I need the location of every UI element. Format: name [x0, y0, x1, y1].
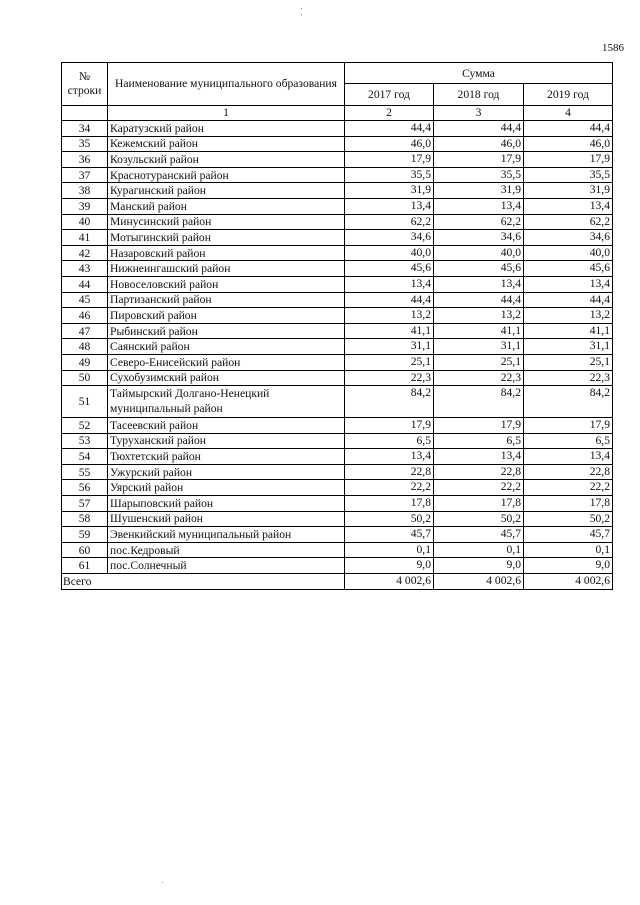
row-number: 50 [62, 370, 108, 386]
row-value-2017: 44,4 [345, 121, 434, 137]
table-row [62, 245, 613, 261]
header-year-2017: 2017 год [345, 84, 434, 106]
row-value-2017: 13,2 [345, 308, 434, 324]
row-value-2019: 17,9 [524, 418, 613, 434]
row-value-2018: 31,9 [434, 183, 524, 199]
row-value-2017: 17,9 [345, 418, 434, 434]
table-row [62, 214, 613, 230]
row-name: Ужурский район [108, 464, 345, 480]
row-value-2017: 17,8 [345, 496, 434, 512]
row-name: Нижнеингашский район [108, 261, 345, 277]
row-value-2018: 13,4 [434, 276, 524, 292]
row-number: 57 [62, 496, 108, 512]
table-row [62, 464, 613, 480]
row-value-2019: 17,9 [524, 152, 613, 168]
row-value-2018: 9,0 [434, 558, 524, 574]
column-number-1 [62, 106, 108, 121]
total-row [62, 574, 613, 590]
row-number: 36 [62, 152, 108, 168]
row-value-2019: 44,4 [524, 121, 613, 137]
table-body [62, 121, 613, 574]
row-name: Каратузский район [108, 121, 345, 137]
scan-dot [301, 8, 302, 9]
header-municipality-name: Наименование муниципального образования [108, 63, 345, 106]
table-row [62, 511, 613, 527]
row-value-2019: 9,0 [524, 558, 613, 574]
row-value-2019: 34,6 [524, 230, 613, 246]
row-value-2017: 44,4 [345, 292, 434, 308]
row-value-2018: 17,9 [434, 152, 524, 168]
row-value-2019: 45,7 [524, 527, 613, 543]
row-number: 55 [62, 464, 108, 480]
row-value-2019: 13,4 [524, 449, 613, 465]
table-row [62, 121, 613, 137]
row-value-2017: 0,1 [345, 542, 434, 558]
row-value-2017: 13,4 [345, 449, 434, 465]
row-value-2017: 6,5 [345, 433, 434, 449]
row-name: пос.Солнечный [108, 558, 345, 574]
header-row-number: № строки [62, 63, 108, 106]
row-name: Уярский район [108, 480, 345, 496]
row-value-2018: 44,4 [434, 292, 524, 308]
row-name: Краснотуранский район [108, 167, 345, 183]
table-row [62, 339, 613, 355]
row-name: пос.Кедровый [108, 542, 345, 558]
row-number: 42 [62, 245, 108, 261]
table-row [62, 261, 613, 277]
table-row [62, 433, 613, 449]
row-name: Туруханский район [108, 433, 345, 449]
row-value-2017: 50,2 [345, 511, 434, 527]
row-name: Партизанский район [108, 292, 345, 308]
row-name: Северо-Енисейский район [108, 354, 345, 370]
row-value-2017: 35,5 [345, 167, 434, 183]
column-number-4: 3 [434, 106, 524, 121]
row-value-2019: 13,4 [524, 198, 613, 214]
table-row [62, 198, 613, 214]
row-value-2017: 45,7 [345, 527, 434, 543]
row-value-2017: 17,9 [345, 152, 434, 168]
row-name: Козульский район [108, 152, 345, 168]
table-row [62, 354, 613, 370]
row-name: Кежемский район [108, 136, 345, 152]
row-name: Назаровский район [108, 245, 345, 261]
table-row [62, 370, 613, 386]
row-value-2019: 22,2 [524, 480, 613, 496]
table-row [62, 152, 613, 168]
row-number: 43 [62, 261, 108, 277]
scan-dot [162, 882, 163, 883]
row-number: 59 [62, 527, 108, 543]
row-number: 48 [62, 339, 108, 355]
row-name: Рыбинский район [108, 323, 345, 339]
table-row [62, 496, 613, 512]
table-row [62, 292, 613, 308]
row-value-2017: 13,4 [345, 276, 434, 292]
row-value-2017: 84,2 [345, 386, 434, 418]
row-value-2018: 44,4 [434, 121, 524, 137]
scan-dot [301, 14, 302, 15]
table-row [62, 386, 613, 418]
column-number-3: 2 [345, 106, 434, 121]
row-number: 53 [62, 433, 108, 449]
table-row [62, 323, 613, 339]
row-number: 41 [62, 230, 108, 246]
row-value-2018: 46,0 [434, 136, 524, 152]
row-value-2017: 62,2 [345, 214, 434, 230]
row-value-2019: 62,2 [524, 214, 613, 230]
row-value-2018: 22,2 [434, 480, 524, 496]
total-2019: 4 002,6 [524, 574, 613, 590]
row-value-2018: 13,2 [434, 308, 524, 324]
row-number: 58 [62, 511, 108, 527]
table-row [62, 558, 613, 574]
table-row [62, 527, 613, 543]
table-row [62, 418, 613, 434]
row-number: 52 [62, 418, 108, 434]
row-value-2017: 9,0 [345, 558, 434, 574]
row-value-2017: 22,3 [345, 370, 434, 386]
row-value-2017: 25,1 [345, 354, 434, 370]
row-number: 60 [62, 542, 108, 558]
row-number: 35 [62, 136, 108, 152]
row-name: Пировский район [108, 308, 345, 324]
table-row [62, 276, 613, 292]
total-label: Всего [62, 574, 345, 590]
row-value-2019: 6,5 [524, 433, 613, 449]
row-number: 37 [62, 167, 108, 183]
row-value-2019: 0,1 [524, 542, 613, 558]
row-number: 54 [62, 449, 108, 465]
row-value-2018: 41,1 [434, 323, 524, 339]
row-value-2017: 31,1 [345, 339, 434, 355]
row-value-2018: 25,1 [434, 354, 524, 370]
row-number: 49 [62, 354, 108, 370]
table-row [62, 480, 613, 496]
row-value-2019: 44,4 [524, 292, 613, 308]
row-value-2018: 45,7 [434, 527, 524, 543]
row-value-2019: 22,8 [524, 464, 613, 480]
row-number: 34 [62, 121, 108, 137]
row-value-2019: 13,2 [524, 308, 613, 324]
row-value-2017: 22,8 [345, 464, 434, 480]
row-value-2017: 13,4 [345, 198, 434, 214]
row-value-2019: 17,8 [524, 496, 613, 512]
row-value-2018: 34,6 [434, 230, 524, 246]
row-value-2018: 40,0 [434, 245, 524, 261]
row-value-2019: 25,1 [524, 354, 613, 370]
row-value-2019: 31,1 [524, 339, 613, 355]
row-name: Сухобузимский район [108, 370, 345, 386]
row-name: Шарыповский район [108, 496, 345, 512]
row-value-2019: 84,2 [524, 386, 613, 418]
row-number: 51 [62, 386, 108, 418]
row-name: Эвенкийский муниципальный район [108, 527, 345, 543]
row-name: Курагинский район [108, 183, 345, 199]
row-value-2018: 17,8 [434, 496, 524, 512]
table-row [62, 308, 613, 324]
row-value-2018: 84,2 [434, 386, 524, 418]
row-value-2019: 40,0 [524, 245, 613, 261]
row-value-2018: 22,3 [434, 370, 524, 386]
row-number: 38 [62, 183, 108, 199]
row-value-2019: 31,9 [524, 183, 613, 199]
row-number: 40 [62, 214, 108, 230]
row-value-2019: 35,5 [524, 167, 613, 183]
row-value-2019: 45,6 [524, 261, 613, 277]
row-value-2017: 31,9 [345, 183, 434, 199]
row-value-2017: 22,2 [345, 480, 434, 496]
column-number-2: 1 [108, 106, 345, 121]
total-2018: 4 002,6 [434, 574, 524, 590]
header-sum: Сумма [345, 63, 613, 84]
row-value-2019: 41,1 [524, 323, 613, 339]
row-value-2017: 46,0 [345, 136, 434, 152]
row-value-2018: 50,2 [434, 511, 524, 527]
header-year-2018: 2018 год [434, 84, 524, 106]
row-name: Тюхтетский район [108, 449, 345, 465]
row-number: 61 [62, 558, 108, 574]
total-2017: 4 002,6 [345, 574, 434, 590]
row-number: 45 [62, 292, 108, 308]
table-row [62, 542, 613, 558]
row-name: Минусинский район [108, 214, 345, 230]
table-row [62, 136, 613, 152]
row-name: Мотыгинский район [108, 230, 345, 246]
table-header [62, 63, 613, 121]
budget-table [61, 62, 613, 590]
row-number: 39 [62, 198, 108, 214]
column-number-5: 4 [524, 106, 613, 121]
row-value-2017: 34,6 [345, 230, 434, 246]
row-value-2019: 13,4 [524, 276, 613, 292]
row-name: Тасеевский район [108, 418, 345, 434]
row-value-2018: 22,8 [434, 464, 524, 480]
row-name: Новоселовский район [108, 276, 345, 292]
row-value-2018: 6,5 [434, 433, 524, 449]
row-value-2019: 22,3 [524, 370, 613, 386]
row-number: 46 [62, 308, 108, 324]
row-value-2018: 62,2 [434, 214, 524, 230]
header-year-2019: 2019 год [524, 84, 613, 106]
row-name: Шушенский район [108, 511, 345, 527]
row-number: 56 [62, 480, 108, 496]
row-value-2019: 50,2 [524, 511, 613, 527]
table-row [62, 230, 613, 246]
row-value-2018: 31,1 [434, 339, 524, 355]
table-row [62, 449, 613, 465]
row-value-2018: 17,9 [434, 418, 524, 434]
row-value-2019: 46,0 [524, 136, 613, 152]
row-name: Саянский район [108, 339, 345, 355]
table-row [62, 167, 613, 183]
row-value-2018: 13,4 [434, 198, 524, 214]
row-value-2017: 40,0 [345, 245, 434, 261]
row-value-2017: 45,6 [345, 261, 434, 277]
page-number: 1586 [602, 42, 624, 54]
row-name: Манский район [108, 198, 345, 214]
row-value-2018: 13,4 [434, 449, 524, 465]
row-name: Таймырский Долгано-Ненецкий муниципальный район [108, 386, 345, 418]
row-number: 44 [62, 276, 108, 292]
row-number: 47 [62, 323, 108, 339]
row-value-2018: 0,1 [434, 542, 524, 558]
table-row [62, 183, 613, 199]
row-value-2018: 45,6 [434, 261, 524, 277]
row-value-2018: 35,5 [434, 167, 524, 183]
row-value-2017: 41,1 [345, 323, 434, 339]
